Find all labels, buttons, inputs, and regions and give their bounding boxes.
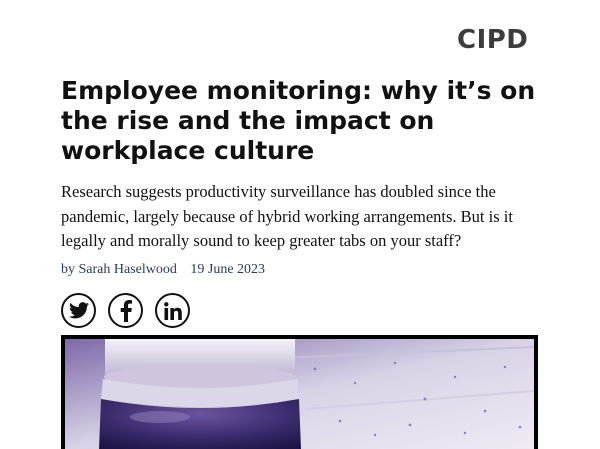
linkedin-icon <box>164 302 182 320</box>
article-headline: Employee monitoring: why it’s on the rise and the impact on workplace culture <box>61 76 536 165</box>
share-linkedin-button[interactable] <box>155 293 190 328</box>
cipd-logo[interactable]: CIPD <box>457 25 529 55</box>
security-camera-image <box>65 339 534 449</box>
share-buttons <box>61 293 190 328</box>
article-meta <box>61 261 265 279</box>
share-facebook-button[interactable] <box>108 293 143 328</box>
twitter-icon <box>69 302 89 319</box>
publish-date: 19 June 2023 <box>190 262 266 277</box>
share-twitter-button[interactable] <box>61 293 96 328</box>
author-byline[interactable]: by Sarah Haselwood <box>61 262 177 277</box>
article-standfirst: Research suggests productivity surveillance has doubled since the pandemic, largely because of hybrid working arrangements. But is it legally and morally sound to keep greater tabs on your staff? <box>61 182 513 250</box>
hero-image <box>61 335 538 449</box>
facebook-icon <box>120 300 132 322</box>
